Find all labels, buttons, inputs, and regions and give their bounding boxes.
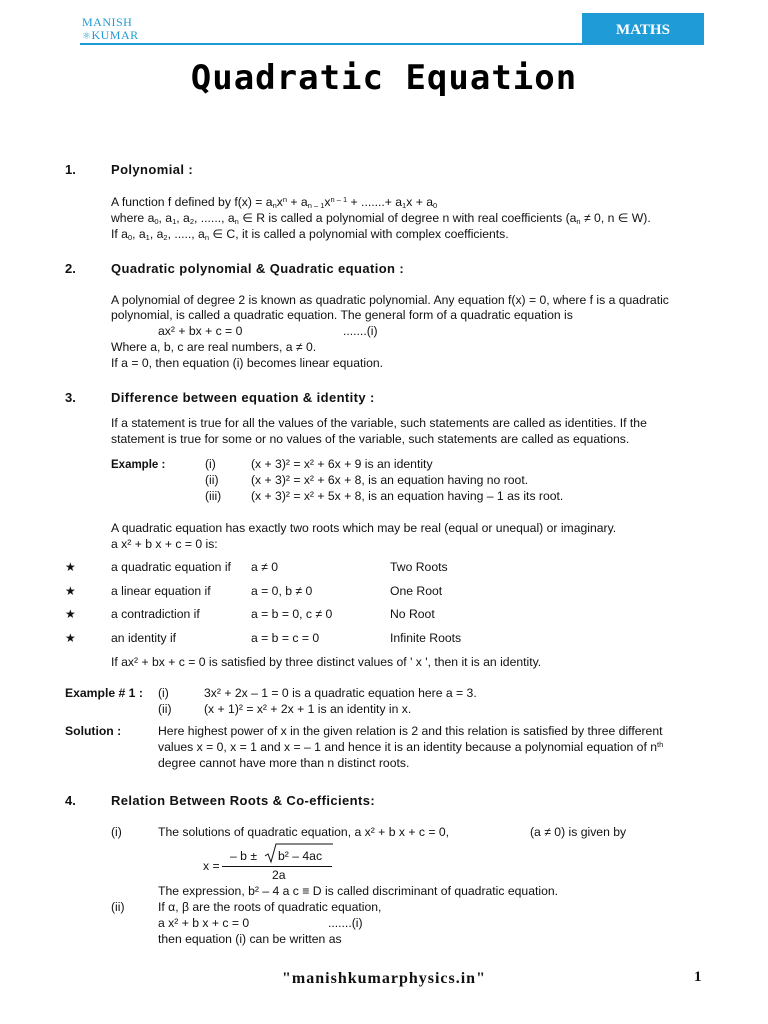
s4-discriminant: The expression, b² – 4 a c ≡ D is called discriminant of quadratic equation. [158,884,559,898]
formula-denominator: 2a [272,868,286,882]
s4-condition: (a ≠ 0) is given by [530,825,627,839]
table-row-3-result: No Root [390,607,435,621]
table-row-1-what: a quadratic equation if [111,560,231,574]
footer-site: "manishkumarphysics.in" [282,970,486,987]
header-rule [80,43,704,45]
logo [82,16,139,43]
s2-equation-ref: .......(i) [343,324,378,338]
page-number: 1 [694,969,702,985]
solution-line-2-sup: th [657,740,664,749]
s4-text-2: If α, β are the roots of quadratic equation, [158,900,382,914]
fraction-bar [222,866,332,867]
example-text-2: (x + 3)² = x² + 6x + 8, is an equation having no root. [251,473,529,487]
formula-radicand: b² – 4ac [278,849,323,863]
example-1-text-2: (x + 1)² = x² + 2x + 1 is an identity in x. [204,702,412,716]
formula-x-equals: x = [203,859,220,873]
section-1-number: 1. [65,162,76,177]
s1-line-1: A function f defined by $f(x) = a_nx^n + a_{n - 1}x^{n - 1}$ + .......+ $a_1x + a_0$ [111,195,438,210]
example-text-1: (x + 3)² = x² + 6x + 9 is an identity [251,457,433,471]
s4-text-1: The solutions of quadratic equation, a x² + b x + c = 0, [158,825,449,839]
table-row-3-cond: a = b = 0, c ≠ 0 [251,607,333,621]
s4-roman-2: (ii) [111,900,125,914]
s2-para-4: If a = 0, then equation (i) becomes linear equation. [111,356,384,370]
s3-para-3: A quadratic equation has exactly two roots which may be real (equal or unequal) or imaginary. [111,521,617,535]
table-row-2-what: a linear equation if [111,584,211,598]
s1-line-2-end: ≠ 0, n ∈ W). [580,211,651,225]
subject-label: MATHS [616,22,670,38]
section-1-heading: Polynomial : [111,162,194,177]
solution-line-3: degree cannot have more than n distinct roots. [158,756,410,770]
logo-kumar: KUMAR [91,28,139,42]
section-4-number: 4. [65,793,76,808]
table-row-4-cond: a = b = c = 0 [251,631,320,645]
s2-para-1: A polynomial of degree 2 is known as quadratic polynomial. Any equation f(x) = 0, where f is a quadratic [111,293,669,307]
example-roman-2: (ii) [205,473,219,487]
s1-line-2: where $a_0$, $a_1$, $a_2$, ......, $a_n$ ∈ R is called a polynomial of degree n with real coefficients ($a_n \ne 0$, n ∈ W). [111,211,651,226]
section-3-heading: Difference between equation & identity : [111,390,375,405]
table-row-1-result: Two Roots [390,560,448,574]
star-icon: ★ [65,560,76,574]
example-1-roman-1: (i) [158,686,169,700]
formula-numerator: – b ± [230,849,258,863]
example-roman-3: (iii) [205,489,222,503]
star-icon: ★ [65,631,76,645]
solution-line-2-text: values x = 0, x = 1 and x = – 1 and hence it is an identity because a polynomial equation of n [158,740,658,754]
s1-line-3-text: ∈ C, it is called a polynomial with complex coefficients. [209,227,509,241]
s1-line-1-text: A function f defined by f(x) = a [111,195,273,209]
example-text-3: (x + 3)² = x² + 5x + 8, is an equation having – 1 as its root. [251,489,564,503]
section-2-number: 2. [65,261,76,276]
section-2-heading: Quadratic polynomial & Quadratic equation : [111,261,405,276]
s2-equation: ax² + bx + c = 0 [158,324,243,338]
s1-line-3: If $a_0$, $a_1$, $a_2$, ....., $a_n$ ∈ C, it is called a polynomial with complex coefficients. [111,227,509,242]
example-label: Example : [111,459,166,471]
table-row-4-what: an identity if [111,631,177,645]
solution-line-2 [158,740,663,754]
s4-equation-ref: .......(i) [328,916,363,930]
solution-label: Solution : [65,724,122,738]
s3-para-5: If ax² + bx + c = 0 is satisfied by three distinct values of ' x ', then it is an identity. [111,655,542,669]
s2-para-3: Where a, b, c are real numbers, a ≠ 0. [111,340,317,354]
s2-para-2: polynomial, is called a quadratic equation. The general form of a quadratic equation is [111,308,573,322]
logo-line-1: MANISH [82,15,133,29]
s4-then: then equation (i) can be written as [158,932,342,946]
star-icon: ★ [65,584,76,598]
section-3-number: 3. [65,390,76,405]
s3-para-1: If a statement is true for all the values of the variable, such statements are called as identities. If the [111,416,647,430]
s4-roman-1: (i) [111,825,122,839]
example-roman-1: (i) [205,457,216,471]
s1-line-2-text: ∈ R is called a polynomial of degree n with real coefficients (a [238,211,577,225]
example-1-text-1: 3x² + 2x – 1 = 0 is a quadratic equation here a = 3. [204,686,477,700]
s3-para-2: statement is true for some or no values of the variable, such statements are called as equations. [111,432,630,446]
example-1-label: Example # 1 : [65,686,143,700]
table-row-2-cond: a = 0, b ≠ 0 [251,584,313,598]
table-row-3-what: a contradiction if [111,607,200,621]
atom-icon: ⚛ [82,31,92,42]
page-title: Quadratic Equation [190,58,578,98]
example-1-roman-2: (ii) [158,702,172,716]
table-row-2-result: One Root [390,584,443,598]
s3-para-4: a x² + b x + c = 0 is: [111,537,218,551]
table-row-1-cond: a ≠ 0 [251,560,279,574]
s4-equation: a x² + b x + c = 0 [158,916,250,930]
logo-line-2 [82,29,139,43]
table-row-4-result: Infinite Roots [390,631,462,645]
section-4-heading: Relation Between Roots & Co-efficients: [111,793,376,808]
solution-line-1: Here highest power of x in the given relation is 2 and this relation is satisfied by three different [158,724,663,738]
star-icon: ★ [65,607,76,621]
